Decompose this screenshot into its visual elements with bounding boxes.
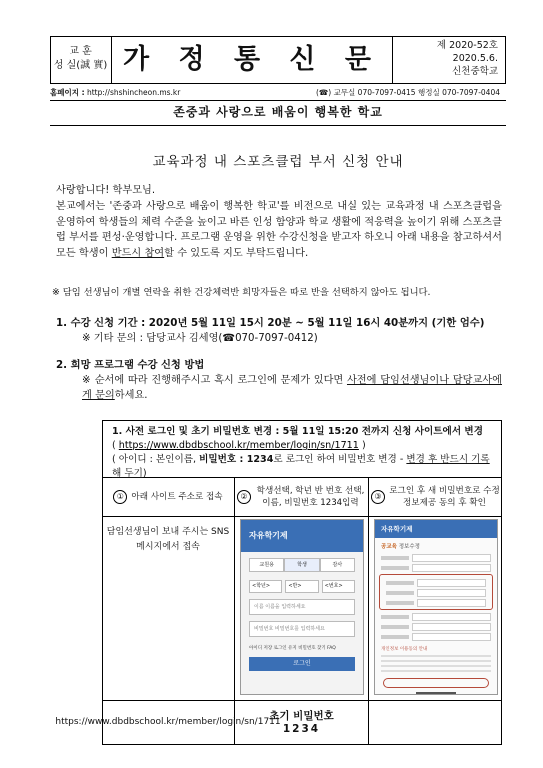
page-title: 가 정 통 신 문: [122, 44, 381, 75]
profile-screenshot: [374, 519, 498, 695]
login-screenshot: [240, 519, 364, 695]
phone-numbers: (☎) 교무실 070-7097-0415 행정실 070-7097-0404: [315, 88, 500, 97]
section2-note: [82, 373, 502, 403]
homepage-label: 홈페이지 :: [50, 88, 85, 97]
column-divider-2: [368, 478, 369, 745]
section2-note-emphasis: 사전에 담임선생님이나 담당교사에게 문의: [82, 375, 502, 401]
profile-row: [381, 633, 491, 640]
bottom-url[interactable]: https://www.dbdbschool.kr/member/login/sn/1711: [55, 717, 281, 727]
login-tabs: [249, 558, 355, 572]
school-slogan: 존중과 사랑으로 배움이 행복한 학교: [50, 100, 506, 126]
profile-field[interactable]: [412, 613, 491, 621]
consent-text: [375, 655, 497, 672]
table-top-heading: 1. 사전 로그인 및 초기 비밀번호 변경 : 5월 11일 15:20 전까지 신청 사이트에서 변경: [112, 426, 483, 437]
section1-contact: ※ 기타 문의 : 담당교사 김세영(☎070-7097-0412): [82, 333, 318, 344]
profile-field[interactable]: [412, 564, 491, 572]
password-highlight: [379, 574, 493, 610]
login-button[interactable]: 로그인: [249, 657, 355, 671]
school-motto: [50, 36, 112, 84]
profile-row: [381, 564, 491, 571]
body-text-2: 할 수 있도록 지도 부탁드립니다.: [164, 247, 309, 259]
profile-row: [381, 623, 491, 630]
profile-heading: [381, 542, 491, 550]
section2-heading: 2. 희망 프로그램 수강 신청 방법: [56, 359, 205, 371]
note-text: ※ 담임 선생님이 개별 연락을 취한 건강체력반 희망자들은 따로 반을 선택하지 않아도 됩니다.: [52, 287, 431, 298]
new-password-row: [386, 579, 486, 586]
new-password-field[interactable]: [417, 579, 486, 587]
profile-field[interactable]: [412, 554, 491, 562]
class-selects: [249, 580, 355, 593]
instr-b: 로 로그인 하여 비밀번호 변경 -: [273, 454, 407, 465]
consent-highlight[interactable]: [383, 678, 489, 688]
section1-heading: 1. 수강 신청 기간 : 2020년 5월 11일 15시 20분 ~ 5월 11일 16시 40분까지 (기한 엄수): [56, 317, 485, 329]
profile-app-title: 자유학기제: [375, 520, 497, 538]
tab-student[interactable]: 학생: [284, 558, 319, 572]
password-hint-field[interactable]: [417, 599, 486, 607]
table-top-cell: [102, 420, 502, 478]
table-top-link-line: [112, 439, 492, 453]
confirm-button[interactable]: [416, 692, 456, 695]
tab-teacher[interactable]: 교원용: [249, 558, 284, 572]
profile-heading-prefix: 공교육: [381, 544, 397, 550]
instr-password: 비밀번호 : 1234: [199, 454, 274, 465]
class-select[interactable]: <반>: [285, 580, 318, 593]
issue-info: [392, 36, 506, 84]
body-text-1: 본교에서는 '존중과 사랑으로 배움이 행복한 학교'를 비전으로 내실 있는 교육과정 내 스포츠클럽을 운영하여 학생들의 체력 수준을 높이고 바른 인성 함양과 학교 생활에 적응력을 높이기 위해 스포츠클럽 부서를 편성·운영합니다. 프로그램 운영을 위한 수강신청을 받고자 하오니 아래 내용을 참고하셔서 모든 학생이: [56, 201, 502, 259]
step-2-label: 학생선택, 학년 반 번호 선택, 이름, 비밀번호 1234입력: [256, 486, 365, 508]
confirm-password-row: [386, 589, 486, 596]
instr-a: ( 아이디 : 본인이름,: [112, 454, 200, 465]
password-input[interactable]: 비밀번호 비밀번호를 입력하세요: [249, 621, 355, 637]
initial-password-value: 1234: [282, 722, 321, 735]
homepage-link[interactable]: http://shshincheon.ms.kr: [86, 88, 181, 97]
notice-title: 교육과정 내 스포츠클럽 부서 신청 안내: [152, 154, 404, 170]
password-hint-row: [386, 599, 486, 606]
motto-value: 성 실(誠 實): [53, 60, 108, 71]
step-3-number: ③: [371, 490, 385, 504]
section2-note-1: ※ 순서에 따라 진행해주시고 혹시 로그인에 문제가 있다면: [82, 375, 347, 386]
step-2-number: ②: [237, 490, 251, 504]
profile-row: [381, 613, 491, 620]
body-paragraph: [56, 199, 502, 261]
instr-emphasis: 변경 후 반드시 기록해 두기: [112, 454, 490, 479]
confirm-password-field[interactable]: [417, 589, 486, 597]
link-close: ): [358, 440, 366, 451]
profile-heading-suffix: 정보수정: [396, 544, 420, 550]
table-top-instructions: [112, 453, 492, 481]
number-select[interactable]: <번호>: [322, 580, 355, 593]
profile-field[interactable]: [412, 633, 491, 641]
link-open: (: [112, 440, 119, 451]
school-name: 신천중학교: [452, 66, 498, 77]
profile-row: [381, 554, 491, 561]
step-1-label: 아래 사이트 주소로 접속: [131, 492, 223, 502]
section2-note-2: 하세요.: [114, 390, 148, 401]
step-3-header: [369, 478, 502, 516]
homepage: [50, 86, 180, 100]
grade-select[interactable]: <학년>: [249, 580, 282, 593]
motto-label: 교 훈: [69, 46, 92, 57]
step-1-description: 담임선생님이 보내 주시는 SNS 메시지에서 접속: [106, 527, 230, 552]
contact-line: [50, 86, 506, 100]
tab-other[interactable]: 감사: [320, 558, 355, 572]
greeting: 사랑합니다! 학부모님.: [56, 185, 156, 196]
instr-c: ): [142, 468, 147, 479]
body-emphasis: 반드시 참여: [111, 247, 165, 259]
step-3-label: 로그인 후 새 비밀번호로 수정 정보제공 동의 후 확인: [389, 486, 500, 508]
issue-date: 2020.5.6.: [452, 53, 498, 64]
row-divider-1: [102, 516, 502, 517]
login-options: 아이디 저장 로그인 유지 비밀번호 찾기 FAQ: [249, 646, 336, 651]
consent-heading: 개인정보 이용동의 안내: [381, 647, 428, 652]
signup-link[interactable]: https://www.dbdbschool.kr/member/login/sn/1711: [118, 440, 359, 451]
name-input[interactable]: 이름 이름을 입력하세요: [249, 599, 355, 615]
step-1-header: [102, 478, 234, 516]
step-1-number: ①: [113, 490, 127, 504]
profile-field[interactable]: [412, 623, 491, 631]
issue-number: 제 2020-52호: [436, 40, 498, 51]
login-app-title: 자유학기제: [241, 520, 363, 552]
bottom-password-cell: [235, 700, 368, 745]
step-2-header: [235, 478, 368, 516]
initial-password-label: 초기 비밀번호: [269, 709, 334, 722]
bottom-url-cell: [55, 700, 281, 745]
